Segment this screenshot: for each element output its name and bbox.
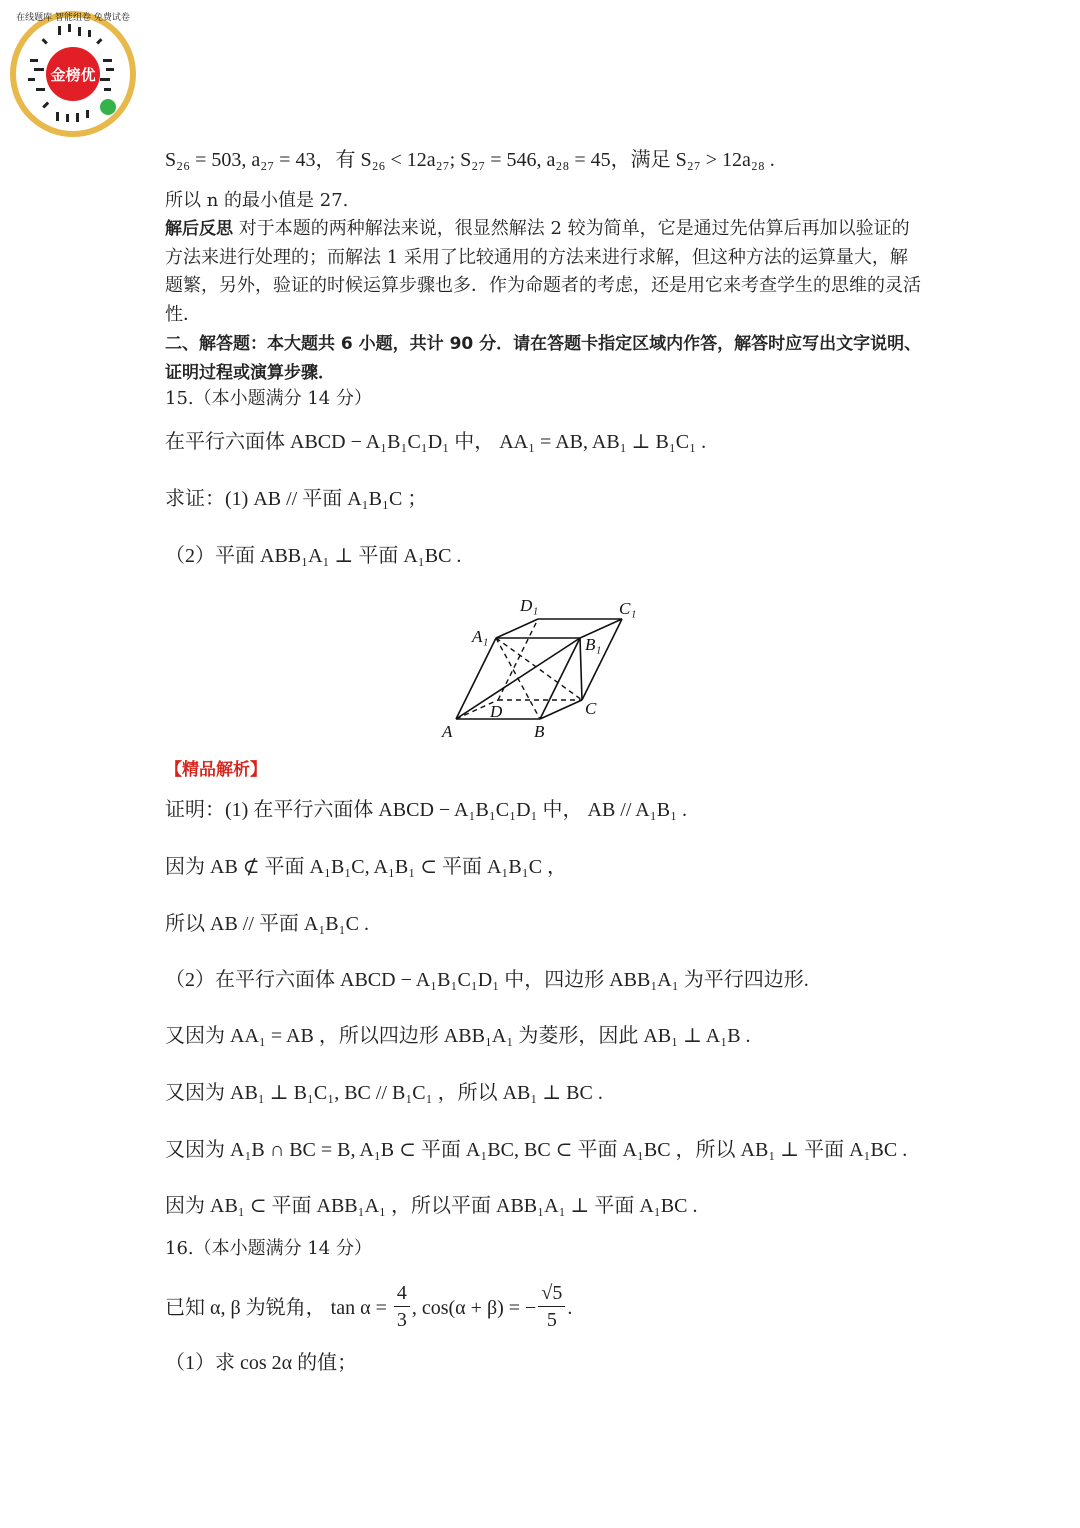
q16-frac1-den: 3 [396,1309,407,1331]
q16-fraction-2 [538,1280,565,1333]
q15-stem: 在平行六面体 ABCD − A₁B₁C₁D₁ 中， AA₁ = AB, AB₁ ⊥ B₁C₁ . [165,431,707,453]
label-A: A [442,722,453,741]
proof-line-3: 所以 AB // 平面 A₁B₁C . [165,913,369,935]
reflection-label: 解后反思 [165,219,233,239]
q16-mid: , cos(α + β) = − [411,1297,537,1319]
label-B: B [534,722,545,741]
q15-part1: 求证：(1) AB // 平面 A₁B₁C ； [165,488,428,510]
diag-A1C [496,638,582,700]
proof-line-4: （2）在平行六面体 ABCD − A₁B₁C₁D₁ 中，四边形 ABB₁A₁ 为平行四边形. [165,969,809,991]
continuation-line: S₂₆ = 503, a₂₇ = 43，有 S₂₆ < 12a₂₇; S₂₇ = 546, a₂₈ = 45，满足 S₂₇ > 12a₂₈ . [165,149,775,171]
q16-stem-text: 已知 α, β 为锐角， tan α = [165,1297,392,1319]
logo-center-text: 金榜优 [50,66,96,84]
label-A1: A₁ [472,627,489,646]
proof-line-7: 又因为 A₁B ∩ BC = B, A₁B ⊂ 平面 A₁BC, BC ⊂ 平面 A₁BC ，所以 AB₁ ⊥ 平面 A₁BC . [165,1139,908,1161]
edge-BC [540,700,582,719]
min-n-line: 所以 n 的最小值是 27. [165,190,349,211]
label-D: D [490,702,503,721]
q16-header: 16.（本小题满分 14 分） [165,1238,372,1259]
q15-part2: （2）平面 ABB₁A₁ ⊥ 平面 A₁BC . [165,545,462,567]
q15-header: 15.（本小题满分 14 分） [165,388,372,409]
jinbangyou-logo [8,4,138,138]
proof-line-5: 又因为 AA₁ = AB ，所以四边形 ABB₁A₁ 为菱形，因此 AB₁ ⊥ A₁B . [165,1025,751,1047]
proof-line-2: 因为 AB ⊄ 平面 A₁B₁C, A₁B₁ ⊂ 平面 A₁B₁C ， [165,856,568,878]
edge-A1D1 [496,619,538,638]
label-C1: C₁ [619,599,637,618]
logo-ring-text: 在线题库 智能组卷 免费试卷 [16,13,130,23]
edge-CC1 [582,619,622,700]
analysis-label: 【精品解析】 [165,760,267,780]
q16-stem [165,1280,572,1340]
q16-frac1-num: 4 [394,1280,410,1307]
proof-line-8: 因为 AB₁ ⊂ 平面 ABB₁A₁ ，所以平面 ABB₁A₁ ⊥ 平面 A₁BC . [165,1195,698,1217]
q16-frac2-num: √5 [538,1280,565,1307]
proof-line-6: 又因为 AB₁ ⊥ B₁C₁, BC // B₁C₁ ，所以 AB₁ ⊥ BC . [165,1082,603,1104]
label-B1: B₁ [585,635,602,654]
reflection-text: 对于本题的两种解法来说，很显然解法 2 较为简单，它是通过先估算后再加以验证的方法来进行处理的；而解法 1 采用了比较通用的方法来进行求解，但这种方法的运算量大，解题繁，另外，验证的时候运算步骤也多．作为命题者的考虑，还是用它来考查学生的思维的灵活性． [165,218,921,325]
section-2-heading: 二、解答题：本大题共 6 小题，共计 90 分．请在答题卡指定区域内作答，解答时应写出文字说明、证明过程或演算步骤． [165,334,922,383]
q16-part1: （1）求 cos 2α 的值； [165,1352,358,1374]
label-C: C [585,699,597,718]
diag-A1B [496,638,540,719]
q16-end: . [567,1297,573,1319]
label-D1: D₁ [520,596,539,615]
parallelepiped-figure [430,592,650,752]
reflection-paragraph [165,215,925,329]
proof-line-1: 证明：(1) 在平行六面体 ABCD − A₁B₁C₁D₁ 中， AB // A₁B₁ . [165,799,688,821]
q16-frac2-den: 5 [546,1309,557,1331]
edge-DD1 [498,619,538,700]
diag-B1C [580,638,582,700]
q16-fraction-1 [394,1280,410,1333]
